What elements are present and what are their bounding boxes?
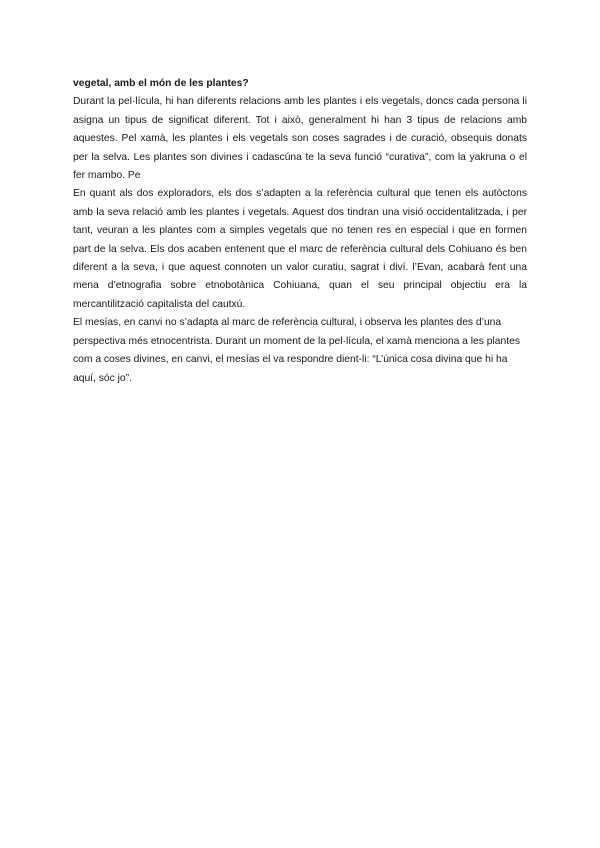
paragraph-mesias: El mesías, en canvi no s’adapta al marc de referència cultural, i observa les plantes des d’una perspectiva més etnocentrista. Durant un moment de la pel·lícula, el xamà menciona a les plantes com a coses divines, en canvi, el mesías el va respondre dient-li: “L’única cosa divina que hi ha aquí, sóc jo”. bbox=[73, 317, 520, 384]
paragraph-explorers: En quant als dos exploradors, els dos s’adapten a la referència cultural que tenen els autòctons amb la seva relació amb les plantes i vegetals. Aquest dos tindran una visió occidentalitzada, i per tant, veuran a les plantes com a simples vegetals que no tenen res en especial i que en formen part de la selva. Els dos acaben entenent que el marc de referència cultural dels Cohiuano és ben diferent a la seva, i que aquest connoten un valor curatiu, sagrat i diví. l’Evan, acabarà fent una mena d’etnografia sobre etnobotànica Cohiuana, quan el seu principal objectiu era la mercantilització capitalista del cautxú. bbox=[73, 188, 527, 310]
document-body bbox=[73, 75, 527, 388]
section-heading: vegetal, amb el món de les plantes? bbox=[73, 78, 249, 89]
paragraph-plant-relations: Durant la pel·lícula, hi han diferents relacions amb les plantes i els vegetals, doncs cada persona li asigna un tipus de significat diferent. Tot i això, generalment hi han 3 tipus de relacions amb aquestes. Pel xamà, les plantes i els vegetals son coses sagrades i de curació, obsequis donats per la selva. Les plantes son divines i cadascúna te la seva funció “curativa”, com la yakruna o el fer mambo. Pe bbox=[73, 96, 527, 182]
